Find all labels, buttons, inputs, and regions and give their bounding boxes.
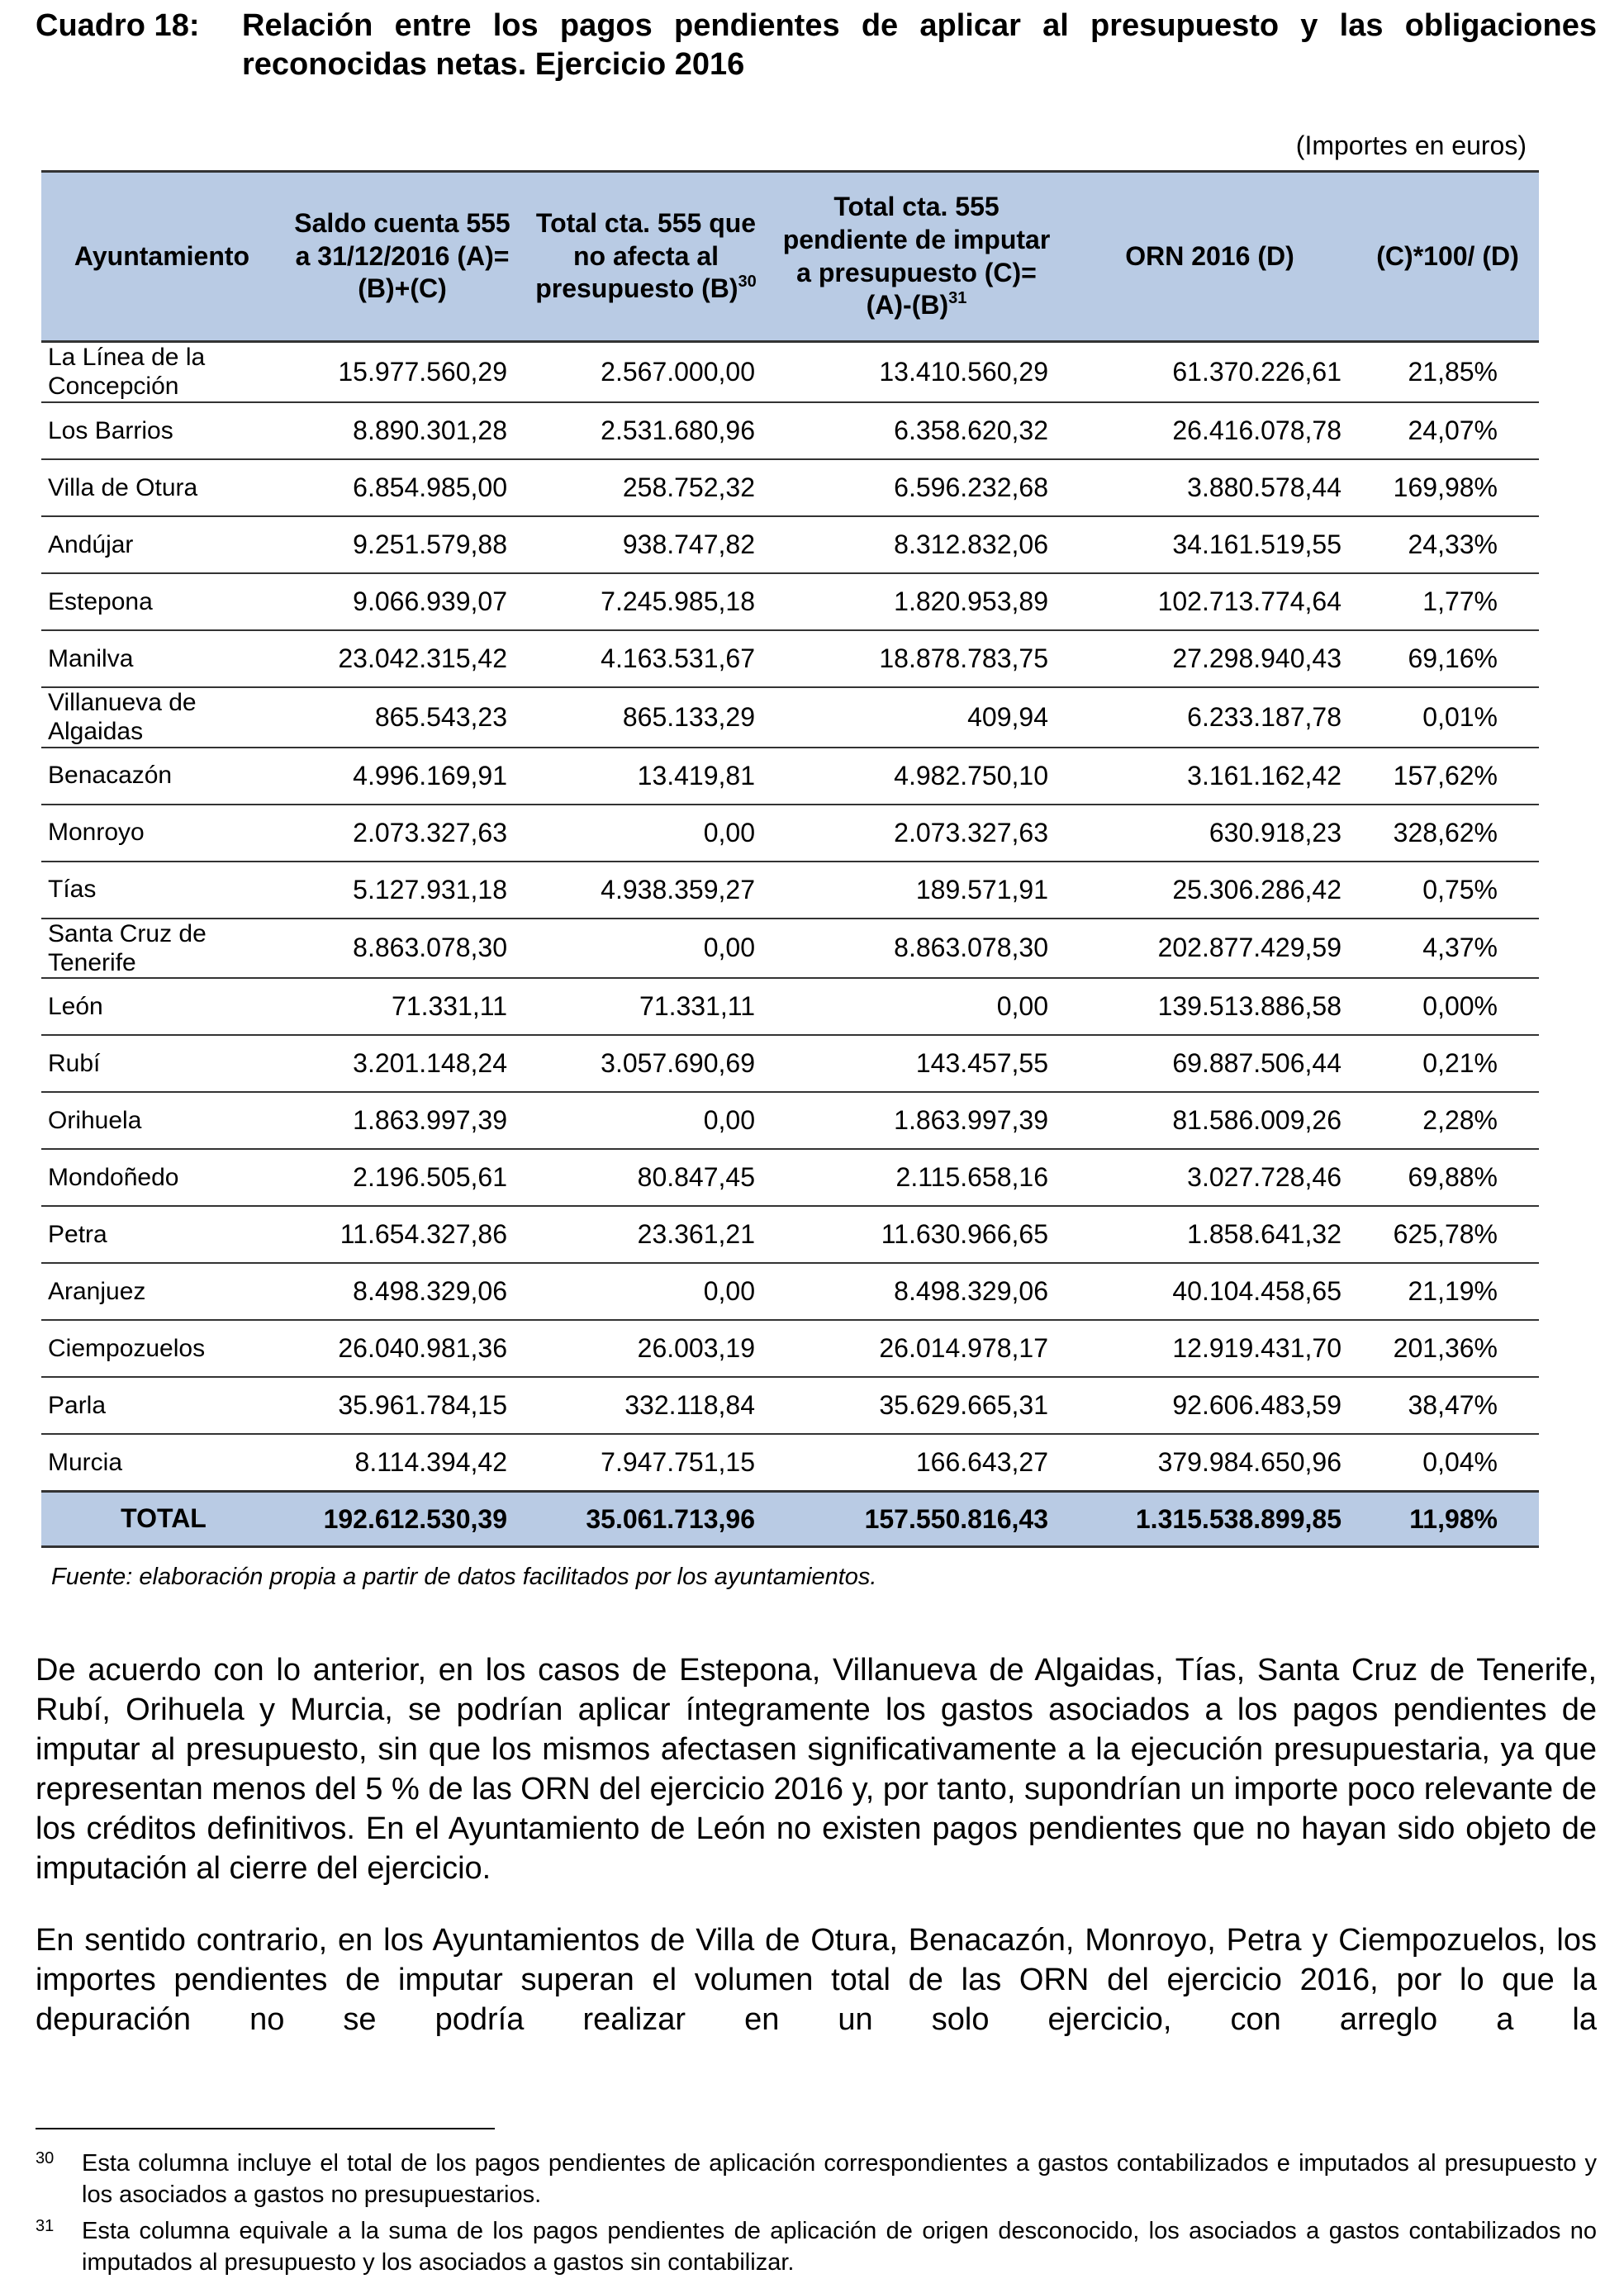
cell-ratio: 38,47% [1356,1377,1539,1434]
cell-no-afecta: 0,00 [522,1263,770,1320]
cell-pendiente: 6.358.620,32 [770,402,1063,459]
cell-no-afecta: 35.061.713,96 [522,1492,770,1547]
cell-saldo: 11.654.327,86 [283,1206,522,1263]
cell-pendiente: 13.410.560,29 [770,342,1063,402]
table-row [41,687,1539,748]
footnote-ref-30: 30 [738,272,757,291]
cell-ratio: 11,98% [1356,1492,1539,1547]
cell-no-afecta: 0,00 [522,919,770,979]
footnote-text: Esta columna equivale a la suma de los pagos pendientes de aplicación de origen desconocido, los asociados a gastos contabilizados no imputados al presupuesto y los asociados a gastos sin contabilizar. [82,2218,1597,2276]
table-row [41,402,1539,459]
cell-ayuntamiento: Manilva [41,630,283,687]
cell-ratio: 157,62% [1356,748,1539,805]
cell-saldo: 15.977.560,29 [283,342,522,402]
cell-no-afecta: 258.752,32 [522,459,770,516]
cell-no-afecta: 13.419,81 [522,748,770,805]
cell-no-afecta: 3.057.690,69 [522,1035,770,1092]
table-row [41,919,1539,979]
cell-ayuntamiento: Los Barrios [41,402,283,459]
cell-ratio: 2,28% [1356,1092,1539,1149]
header-orn: ORN 2016 (D) [1063,172,1356,342]
cell-orn: 81.586.009,26 [1063,1092,1356,1149]
cell-saldo: 8.114.394,42 [283,1434,522,1492]
data-table [41,170,1539,1548]
table-row [41,862,1539,919]
cell-orn: 69.887.506,44 [1063,1035,1356,1092]
table-row [41,1206,1539,1263]
caption-text: Relación entre los pagos pendientes de aplicar al presupuesto y las obligaciones reconocidas netas. Ejercicio 2016 [242,8,1597,83]
cell-saldo: 9.251.579,88 [283,516,522,573]
caption-number: Cuadro 18: [36,8,200,43]
cell-pendiente: 18.878.783,75 [770,630,1063,687]
cell-ayuntamiento: Benacazón [41,748,283,805]
header-pendiente: Total cta. 555 pendiente de imputar a presupuesto $(C)=(A)-(B)^{31}$ [770,172,1063,342]
cell-pendiente: 166.643,27 [770,1434,1063,1492]
cell-orn: 27.298.940,43 [1063,630,1356,687]
cell-pendiente: 143.457,55 [770,1035,1063,1092]
cell-saldo: 4.996.169,91 [283,748,522,805]
cell-no-afecta: 865.133,29 [522,687,770,748]
table-row [41,1263,1539,1320]
cell-ratio: 201,36% [1356,1320,1539,1377]
cell-ratio: 0,04% [1356,1434,1539,1492]
cell-ratio: 69,16% [1356,630,1539,687]
cell-ratio: 0,75% [1356,862,1539,919]
table-row [41,805,1539,862]
header-saldo: Saldo cuenta 555 a 31/12/2016 (A)=(B)+(C) [283,172,522,342]
cell-saldo: 6.854.985,00 [283,459,522,516]
cell-saldo: 5.127.931,18 [283,862,522,919]
cell-pendiente: 11.630.966,65 [770,1206,1063,1263]
cell-no-afecta: 0,00 [522,805,770,862]
cell-ratio: 328,62% [1356,805,1539,862]
cell-ayuntamiento: Parla [41,1377,283,1434]
header-no-afecta: Total cta. 555 que no afecta al presupuesto $(B)^{30}$ [522,172,770,342]
cell-orn: 3.027.728,46 [1063,1149,1356,1206]
cell-ratio: 1,77% [1356,573,1539,630]
cell-no-afecta: 23.361,21 [522,1206,770,1263]
cell-orn: 92.606.483,59 [1063,1377,1356,1434]
cell-saldo: 2.073.327,63 [283,805,522,862]
table-row [41,748,1539,805]
cell-pendiente: 189.571,91 [770,862,1063,919]
cell-orn: 1.858.641,32 [1063,1206,1356,1263]
cell-pendiente: 6.596.232,68 [770,459,1063,516]
cell-saldo: 3.201.148,24 [283,1035,522,1092]
cell-orn: 3.880.578,44 [1063,459,1356,516]
footnote-mark: 31 [36,2217,55,2235]
cell-orn: 6.233.187,78 [1063,687,1356,748]
cell-ratio: 0,00% [1356,978,1539,1035]
cell-saldo: 192.612.530,39 [283,1492,522,1547]
cell-ayuntamiento: Murcia [41,1434,283,1492]
cell-orn: 12.919.431,70 [1063,1320,1356,1377]
total-row [41,1492,1539,1547]
cell-orn: 3.161.162,42 [1063,748,1356,805]
cell-no-afecta: 2.531.680,96 [522,402,770,459]
cell-orn: 61.370.226,61 [1063,342,1356,402]
cell-pendiente: 157.550.816,43 [770,1492,1063,1547]
cell-saldo: 2.196.505,61 [283,1149,522,1206]
cell-ratio: 69,88% [1356,1149,1539,1206]
footnote-31 [36,2215,1597,2278]
cell-no-afecta: 4.938.359,27 [522,862,770,919]
cell-ayuntamiento: La Línea de la Concepción [41,342,283,402]
table-row [41,1035,1539,1092]
table-caption [36,7,1597,84]
cell-orn: 630.918,23 [1063,805,1356,862]
cell-ayuntamiento: Santa Cruz de Tenerife [41,919,283,979]
cell-ratio: 0,01% [1356,687,1539,748]
footnote-mark: 30 [36,2149,55,2167]
table-row [41,1320,1539,1377]
cell-ayuntamiento: Orihuela [41,1092,283,1149]
cell-ratio: 24,33% [1356,516,1539,573]
cell-ayuntamiento: Tías [41,862,283,919]
cell-orn: 25.306.286,42 [1063,862,1356,919]
cell-ayuntamiento: Ciempozuelos [41,1320,283,1377]
cell-pendiente: 26.014.978,17 [770,1320,1063,1377]
table-row [41,1434,1539,1492]
table-row [41,573,1539,630]
cell-saldo: 8.498.329,06 [283,1263,522,1320]
cell-no-afecta: 80.847,45 [522,1149,770,1206]
cell-saldo: 9.066.939,07 [283,573,522,630]
cell-orn: 1.315.538.899,85 [1063,1492,1356,1547]
cell-orn: 139.513.886,58 [1063,978,1356,1035]
table-row [41,630,1539,687]
cell-ayuntamiento: Petra [41,1206,283,1263]
cell-ayuntamiento: Aranjuez [41,1263,283,1320]
cell-pendiente: 2.115.658,16 [770,1149,1063,1206]
cell-orn: 379.984.650,96 [1063,1434,1356,1492]
cell-pendiente: 1.863.997,39 [770,1092,1063,1149]
table-row [41,1149,1539,1206]
cell-pendiente: 4.982.750,10 [770,748,1063,805]
cell-no-afecta: 332.118,84 [522,1377,770,1434]
cell-ayuntamiento: Monroyo [41,805,283,862]
cell-ratio: 24,07% [1356,402,1539,459]
cell-ratio: 4,37% [1356,919,1539,979]
cell-ratio: 169,98% [1356,459,1539,516]
cell-ratio: 0,21% [1356,1035,1539,1092]
cell-ratio: 21,19% [1356,1263,1539,1320]
cell-ayuntamiento: TOTAL [41,1492,283,1547]
cell-ayuntamiento: Villa de Otura [41,459,283,516]
cell-no-afecta: 938.747,82 [522,516,770,573]
cell-ayuntamiento: Villanueva de Algaidas [41,687,283,748]
cell-orn: 26.416.078,78 [1063,402,1356,459]
footnote-separator [36,2128,495,2129]
cell-saldo: 1.863.997,39 [283,1092,522,1149]
cell-saldo: 865.543,23 [283,687,522,748]
cell-orn: 34.161.519,55 [1063,516,1356,573]
cell-saldo: 35.961.784,15 [283,1377,522,1434]
cell-ratio: 21,85% [1356,342,1539,402]
footnote-text: Esta columna incluye el total de los pagos pendientes de aplicación correspondientes a gastos contabilizados e imputados al presupuesto y los asociados a gastos no presupuestarios. [82,2150,1597,2208]
header-ratio: (C)*100/ (D) [1356,172,1539,342]
cell-ayuntamiento: Estepona [41,573,283,630]
cell-pendiente: 0,00 [770,978,1063,1035]
cell-pendiente: 8.312.832,06 [770,516,1063,573]
cell-orn: 102.713.774,64 [1063,573,1356,630]
cell-pendiente: 8.863.078,30 [770,919,1063,979]
cell-orn: 40.104.458,65 [1063,1263,1356,1320]
cell-no-afecta: 0,00 [522,1092,770,1149]
table-row [41,1377,1539,1434]
cell-saldo: 26.040.981,36 [283,1320,522,1377]
cell-pendiente: 2.073.327,63 [770,805,1063,862]
paragraph-2: En sentido contrario, en los Ayuntamientos de Villa de Otura, Benacazón, Monroyo, Petra y Ciempozuelos, los importes pendientes de imputar superan el volumen total de las ORN del ejercicio 2016, por lo que la depuración no se podría realizar en un solo ejercicio, con arreglo a la [36,1923,1597,2037]
cell-ratio: 625,78% [1356,1206,1539,1263]
paragraph-1: De acuerdo con lo anterior, en los casos de Estepona, Villanueva de Algaidas, Tías, Santa Cruz de Tenerife, Rubí, Orihuela y Murcia, se podrían aplicar íntegramente los gastos asociados a los pagos pendientes de imputar al presupuesto, sin que los mismos afectasen significativamente a la ejecución presupuestaria, ya que representan menos del 5 % de las ORN del ejercicio 2016 y, por tanto, supondrían un importe poco relevante de los créditos definitivos. En el Ayuntamiento de León no existen pagos pendientes que no hayan sido objeto de imputación al cierre del ejercicio. [36,1653,1597,1886]
table-row [41,1092,1539,1149]
cell-pendiente: 35.629.665,31 [770,1377,1063,1434]
cell-saldo: 8.863.078,30 [283,919,522,979]
cell-ayuntamiento: León [41,978,283,1035]
cell-orn: 202.877.429,59 [1063,919,1356,979]
cell-no-afecta: 2.567.000,00 [522,342,770,402]
units-note: (Importes en euros) [1295,131,1527,160]
cell-saldo: 8.890.301,28 [283,402,522,459]
cell-saldo: 71.331,11 [283,978,522,1035]
footnote-ref-31: 31 [948,288,967,307]
cell-no-afecta: 7.947.751,15 [522,1434,770,1492]
cell-ayuntamiento: Andújar [41,516,283,573]
cell-pendiente: 409,94 [770,687,1063,748]
header-row [41,172,1539,342]
table-row [41,459,1539,516]
table-row [41,978,1539,1035]
cell-saldo: 23.042.315,42 [283,630,522,687]
table-row [41,342,1539,402]
footnote-30 [36,2148,1597,2210]
cell-pendiente: 1.820.953,89 [770,573,1063,630]
cell-no-afecta: 7.245.985,18 [522,573,770,630]
source-note: Fuente: elaboración propia a partir de datos facilitados por los ayuntamientos. [51,1564,877,1590]
cell-no-afecta: 26.003,19 [522,1320,770,1377]
cell-ayuntamiento: Mondoñedo [41,1149,283,1206]
header-ayuntamiento: Ayuntamiento [41,172,283,342]
cell-pendiente: 8.498.329,06 [770,1263,1063,1320]
cell-no-afecta: 71.331,11 [522,978,770,1035]
cell-ayuntamiento: Rubí [41,1035,283,1092]
cell-no-afecta: 4.163.531,67 [522,630,770,687]
table-row [41,516,1539,573]
